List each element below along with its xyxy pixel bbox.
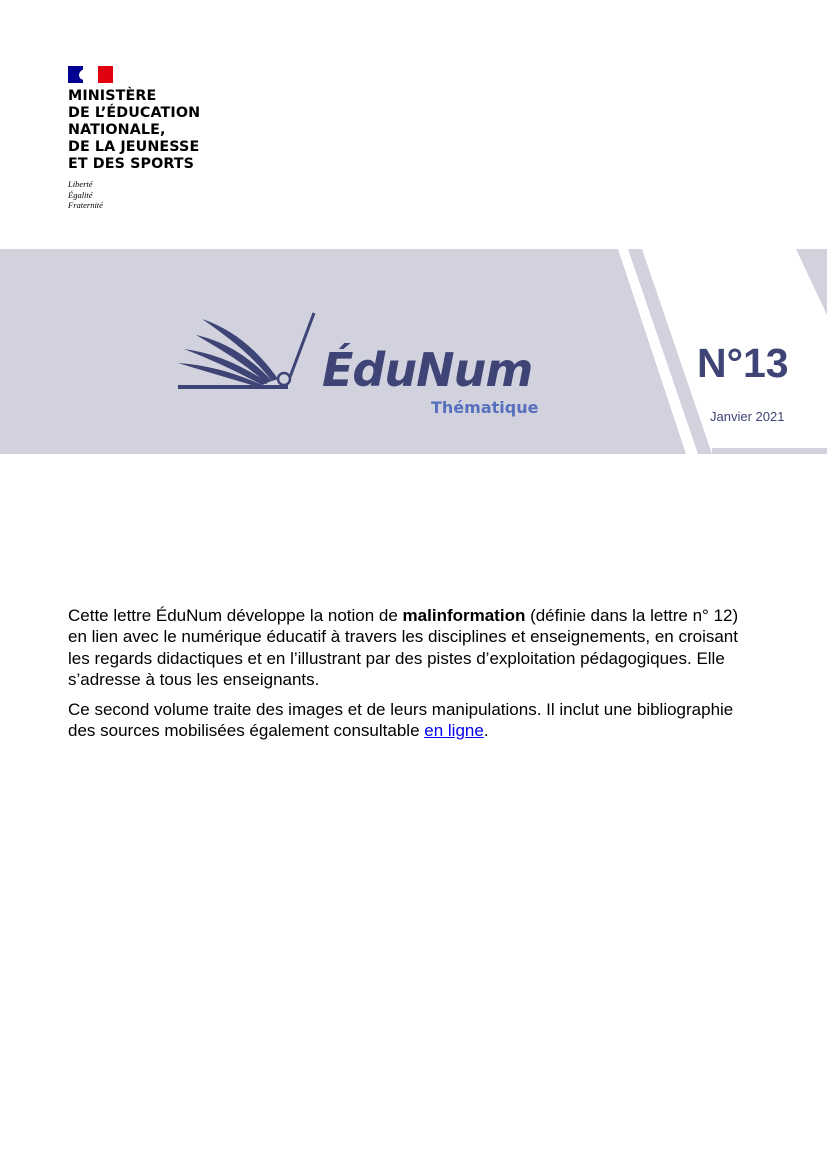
p1-text-end: (définie dans la lettre n° 12) en lien avec le numérique éducatif à travers les disciplines et enseignements, en croisant les regards didactiques et en l’illustrant par des pistes d’exploitation pédagogiques. Elle s’adresse à tous les enseignants.	[68, 606, 739, 689]
edunum-book-logo	[172, 309, 322, 394]
republic-motto	[68, 179, 200, 211]
ministry-name-line: ET DES SPORTS	[68, 156, 195, 172]
intro-text	[68, 605, 758, 750]
p2-text-end: .	[483, 720, 489, 740]
banner-bottom-strip	[712, 448, 827, 454]
ministry-name-line: MINISTÈRE	[68, 88, 157, 104]
ministry-name-line: NATIONALE,	[68, 122, 166, 138]
ministry-name-line: DE LA JEUNESSE	[68, 139, 200, 155]
intro-paragraph-1	[68, 605, 758, 690]
motto-line: Égalité	[68, 189, 93, 200]
issue-number: N°13	[697, 340, 789, 386]
ministry-name	[68, 88, 200, 173]
edunum-title: ÉduNum	[322, 343, 533, 397]
logo-at-circle	[278, 373, 290, 385]
intro-paragraph-2	[68, 699, 758, 742]
online-link[interactable]: en ligne	[424, 720, 484, 740]
issue-date: Janvier 2021	[710, 409, 785, 424]
edunum-subtitle: Thématique	[431, 398, 539, 417]
motto-line: Liberté	[68, 179, 93, 189]
logo-book-base	[178, 385, 288, 389]
ministry-block	[68, 66, 200, 211]
p1-bold-term: malinformation	[402, 606, 526, 625]
logo-stylus	[290, 313, 314, 377]
republic-flag-logo	[68, 66, 113, 83]
ministry-name-line: DE L’ÉDUCATION	[68, 105, 201, 121]
banner-corner	[796, 249, 827, 315]
flag-red-stripe	[98, 66, 113, 83]
p1-text-start: Cette lettre ÉduNum développe la notion de	[68, 606, 403, 625]
p2-text-start: Ce second volume traite des images et de leurs manipulations. Il inclut une bibliographie des sources mobilisées également consultable	[68, 699, 734, 740]
motto-line: Fraternité	[68, 200, 103, 210]
